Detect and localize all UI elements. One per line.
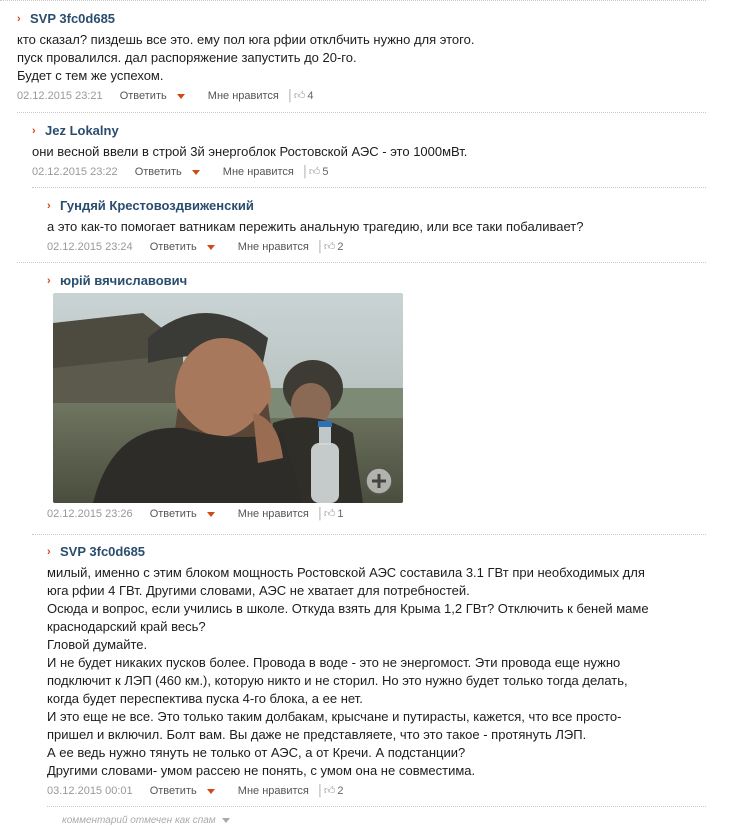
like-button[interactable]: Мне нравится (207, 90, 279, 102)
author-name[interactable]: Jez Lokalny (45, 123, 119, 138)
reply-button[interactable]: Ответить (149, 241, 197, 253)
comment (32, 123, 706, 180)
comment-divider (17, 262, 706, 263)
comment-meta (32, 164, 706, 180)
thumbs-up-icon[interactable]: │👍︎ (316, 241, 336, 253)
author-name[interactable]: SVP 3fc0d685 (30, 11, 116, 26)
like-count: 2 (337, 785, 344, 797)
thumbs-up-icon[interactable]: │👍︎ (301, 166, 321, 178)
comment-text (47, 218, 706, 236)
comment-divider (32, 187, 706, 188)
comment-line: А ее ведь нужно тянуть не только от АЭС, а от Кречи. А подстанции? (47, 745, 466, 760)
comment-date: 02.12.2015 23:22 (32, 166, 118, 178)
comment (47, 544, 706, 799)
comment-line: а это как-то помогает ватникам пережить анальную трагедию, или все таки побаливает? (47, 219, 584, 234)
reply-dropdown-icon[interactable] (207, 789, 215, 794)
comment-meta (17, 88, 706, 104)
comment-author[interactable] (47, 273, 706, 289)
like-count: 4 (307, 90, 314, 102)
like-count: 2 (337, 241, 344, 253)
chevron-right-icon: › (32, 125, 36, 137)
comment-line: юга рфии 4 ГВт. Другими словами, АЭС не хватает для потребностей. (47, 583, 470, 598)
photo-two-men (53, 293, 403, 503)
chevron-right-icon: › (47, 200, 51, 212)
like-button[interactable]: Мне нравится (237, 785, 309, 797)
comment (17, 11, 706, 104)
comment-divider (47, 806, 706, 807)
comment-author[interactable] (17, 11, 706, 27)
comment-line: кто сказал? пиздешь все это. ему пол юга рфии отклбчить нужно для этого. (17, 32, 475, 47)
comment-meta (47, 783, 706, 799)
reply-dropdown-icon[interactable] (177, 94, 185, 99)
comment-date: 02.12.2015 23:26 (47, 508, 133, 520)
expand-spam-icon[interactable] (222, 818, 230, 823)
reply-button[interactable]: Ответить (149, 508, 197, 520)
chevron-right-icon: › (47, 546, 51, 558)
comment-line: когда будет переспектива пуска 4-го блока, а ее нет. (47, 691, 363, 706)
comment-line: Будет с тем же успехом. (17, 68, 164, 83)
comment-line: краснодарский край весь? (47, 619, 206, 634)
thumbs-up-icon[interactable]: │👍︎ (316, 508, 336, 520)
comment-author[interactable] (47, 198, 706, 214)
like-count: 1 (337, 508, 344, 520)
author-name[interactable]: Гундяй Крестовоздвиженский (60, 198, 254, 213)
thumbs-up-icon[interactable]: │👍︎ (316, 785, 336, 797)
chevron-right-icon: › (17, 13, 21, 25)
comment (47, 198, 706, 255)
like-button[interactable]: Мне нравится (222, 166, 294, 178)
like-button[interactable]: Мне нравится (237, 508, 309, 520)
comment-author[interactable] (47, 544, 706, 560)
comment-text (17, 31, 706, 85)
reply-button[interactable]: Ответить (119, 90, 167, 102)
comment (47, 273, 706, 522)
comment-text (32, 143, 706, 161)
comment-line: милый, именно с этим блоком мощность Ростовской АЭС составила 3.1 ГВт при необходимых для (47, 565, 645, 580)
spam-notice-text[interactable]: комментарий отмечен как спам (62, 815, 216, 826)
like-button[interactable]: Мне нравится (237, 241, 309, 253)
reply-dropdown-icon[interactable] (207, 512, 215, 517)
comment-line: И это еще не все. Это только таким долбакам, крысчане и путирасты, кажется, что все просто- (47, 709, 622, 724)
comment-author[interactable] (32, 123, 706, 139)
comment-line: пришел и включил. Болт вам. Вы даже не представляете, что это такое - протянуть ЛЭП. (47, 727, 587, 742)
top-divider (0, 0, 706, 1)
comment-date: 03.12.2015 00:01 (47, 785, 133, 797)
comment-divider (17, 112, 706, 113)
reply-dropdown-icon[interactable] (207, 245, 215, 250)
chevron-right-icon: › (47, 275, 51, 287)
comment-date: 02.12.2015 23:21 (17, 90, 103, 102)
like-count: 5 (322, 166, 329, 178)
comment-line: Осюда и вопрос, если учились в школе. Откуда взять для Крыма 1,2 ГВт? Отключить к беней маме (47, 601, 649, 616)
comment-line: Гловой думайте. (47, 637, 148, 652)
attached-image[interactable] (53, 293, 403, 503)
comment-meta (47, 239, 706, 255)
author-name[interactable]: юрій вячиславович (60, 273, 188, 288)
comment-date: 02.12.2015 23:24 (47, 241, 133, 253)
comment-line: Другими словами- умом рассею не понять, с умом она не совместима. (47, 763, 476, 778)
thumbs-up-icon[interactable]: │👍︎ (286, 90, 306, 102)
reply-button[interactable]: Ответить (149, 785, 197, 797)
author-name[interactable]: SVP 3fc0d685 (60, 544, 146, 559)
comment-line: пуск провалился. дал распоряжение запустить до 20-го. (17, 50, 357, 65)
comment-meta (47, 506, 706, 522)
spam-notice[interactable] (62, 815, 230, 826)
comment-line: подключит к ЛЭП (460 км.), которую никто и не сторил. Но это нужно будет только тогда делать, (47, 673, 628, 688)
comment-text (47, 564, 706, 780)
comment-line: И не будет никаких пусков более. Провода в воде - это не энергомост. Эти провода еще нужно (47, 655, 621, 670)
reply-button[interactable]: Ответить (134, 166, 182, 178)
comment-divider (32, 534, 706, 535)
reply-dropdown-icon[interactable] (192, 170, 200, 175)
comment-line: они весной ввели в строй 3й энергоблок Ростовской АЭС - это 1000мВт. (32, 144, 468, 159)
